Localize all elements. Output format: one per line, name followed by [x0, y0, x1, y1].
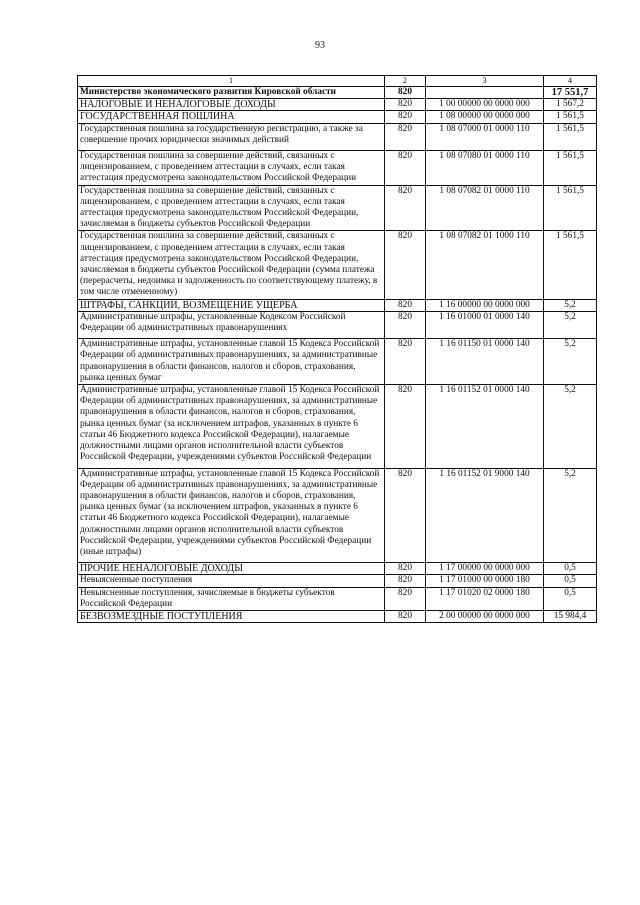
- row-name-cell: Административные штрафы, установленные главой 15 Кодекса Российской Федерации об административных правонарушениях, за административные правонарушения в области финансов, налогов и сборов, страхования, рынка ценных бумаг (за исключением штрафов, указанных в пункте 6 статьи 46 Бюджетного кодекса Российской Федерации), налагаемые должностными лицами органов исполнительной власти субъектов Российской Федерации, учреждениями субъектов Российской Федерации (иные штрафы): [78, 468, 385, 563]
- row-admin-code-cell: 820: [385, 339, 426, 385]
- row-amount-cell: 5,2: [544, 385, 597, 468]
- row-admin-code-cell: 820: [385, 99, 426, 111]
- row-name-cell: Государственная пошлина за совершение действий, связанных с лицензированием, с проведением аттестации в случаях, если такая аттестация предусмотрена законодательством Российской Федерации, зачисляемая в бюджеты субъектов Российской Федерации (сумма платежа (перерасчеты, недоимка и задолженность по соответствующему платежу, в том числе отмененному): [78, 231, 385, 299]
- row-admin-code-cell: 820: [385, 311, 426, 338]
- row-budget-code-cell: 1 16 01152 01 9000 140: [426, 468, 544, 563]
- column-header-row: [78, 76, 597, 87]
- row-budget-code-cell: 1 17 01020 02 0000 180: [426, 587, 544, 610]
- table-row: [78, 468, 597, 563]
- row-amount-cell: 15 984,4: [544, 610, 597, 622]
- row-name-cell: Административные штрафы, установленные Кодексом Российской Федерации об административных правонарушениях: [78, 311, 385, 338]
- row-admin-code-cell: 820: [385, 385, 426, 468]
- row-name-cell: ПРОЧИЕ НЕНАЛОГОВЫЕ ДОХОДЫ: [78, 563, 385, 575]
- table-row: [78, 385, 597, 468]
- row-budget-code-cell: 1 08 00000 00 0000 000: [426, 111, 544, 123]
- row-admin-code-cell: 820: [385, 587, 426, 610]
- row-admin-code-cell: 820: [385, 575, 426, 587]
- row-name-cell: ШТРАФЫ, САНКЦИИ, ВОЗМЕЩЕНИЕ УЩЕРБА: [78, 299, 385, 311]
- row-name-cell: Государственная пошлина за совершение действий, связанных с лицензированием, с проведением аттестации в случаях, если такая аттестация предусмотрена законодательством Российской Федерации, зачисляемая в бюджеты субъектов Российской Федерации: [78, 185, 385, 231]
- row-admin-code-cell: 820: [385, 299, 426, 311]
- row-name-cell: Государственная пошлина за государственную регистрацию, а также за совершение прочих юридически значимых действий: [78, 123, 385, 150]
- table-row: [78, 231, 597, 299]
- row-name-cell: БЕЗВОЗМЕЗДНЫЕ ПОСТУПЛЕНИЯ: [78, 610, 385, 622]
- row-budget-code-cell: 1 08 07000 01 0000 110: [426, 123, 544, 150]
- row-budget-code-cell: 1 08 07082 01 0000 110: [426, 185, 544, 231]
- table-row: [78, 563, 597, 575]
- column-header-1: 1: [78, 76, 385, 87]
- table-row: [78, 111, 597, 123]
- row-admin-code-cell: 820: [385, 563, 426, 575]
- row-name-cell: Невыясненные поступления: [78, 575, 385, 587]
- row-budget-code-cell: 1 16 01152 01 0000 140: [426, 385, 544, 468]
- table-row: [78, 87, 597, 99]
- table-row: [78, 99, 597, 111]
- table-row: [78, 123, 597, 150]
- row-amount-cell: 1 561,5: [544, 185, 597, 231]
- row-admin-code-cell: 820: [385, 151, 426, 186]
- row-amount-cell: 1 561,5: [544, 123, 597, 150]
- row-name-cell: НАЛОГОВЫЕ И НЕНАЛОГОВЫЕ ДОХОДЫ: [78, 99, 385, 111]
- row-budget-code-cell: 1 08 07080 01 0000 110: [426, 151, 544, 186]
- table-row: [78, 299, 597, 311]
- table-row: [78, 587, 597, 610]
- row-name-cell: Государственная пошлина за совершение действий, связанных с лицензированием, с проведением аттестации в случаях, если такая аттестация предусмотрена законодательством Российской Федерации: [78, 151, 385, 186]
- row-name-cell: Административные штрафы, установленные главой 15 Кодекса Российской Федерации об административных правонарушениях, за административные правонарушения в области финансов, налогов и сборов, страхования, рынка ценных бумаг: [78, 339, 385, 385]
- table-row: [78, 610, 597, 622]
- column-header-3: 3: [426, 76, 544, 87]
- table-row: [78, 575, 597, 587]
- row-amount-cell: 5,2: [544, 299, 597, 311]
- row-admin-code-cell: 820: [385, 610, 426, 622]
- row-budget-code-cell: 2 00 00000 00 0000 000: [426, 610, 544, 622]
- row-amount-cell: 1 567,2: [544, 99, 597, 111]
- row-amount-cell: 1 561,5: [544, 151, 597, 186]
- table-row: [78, 339, 597, 385]
- row-name-cell: Административные штрафы, установленные главой 15 Кодекса Российской Федерации об административных правонарушениях, за административные правонарушения в области финансов, налогов и сборов, страхования, рынка ценных бумаг (за исключением штрафов, указанных в пункте 6 статьи 46 Бюджетного кодекса Российской Федерации), налагаемые должностными лицами органов исполнительной власти субъектов Российской Федерации, учреждениями субъектов Российской Федерации: [78, 385, 385, 468]
- column-header-4: 4: [544, 76, 597, 87]
- row-budget-code-cell: 1 08 07082 01 1000 110: [426, 231, 544, 299]
- revenue-table-body: [78, 76, 597, 623]
- row-name-cell: ГОСУДАРСТВЕННАЯ ПОШЛИНА: [78, 111, 385, 123]
- row-amount-cell: 0,5: [544, 587, 597, 610]
- row-budget-code-cell: 1 16 01150 01 0000 140: [426, 339, 544, 385]
- row-admin-code-cell: 820: [385, 87, 426, 99]
- column-header-2: 2: [385, 76, 426, 87]
- revenue-table: [77, 75, 597, 623]
- row-amount-cell: 5,2: [544, 311, 597, 338]
- table-row: [78, 185, 597, 231]
- row-amount-cell: 5,2: [544, 339, 597, 385]
- row-budget-code-cell: 1 17 00000 00 0000 000: [426, 563, 544, 575]
- row-admin-code-cell: 820: [385, 111, 426, 123]
- row-admin-code-cell: 820: [385, 123, 426, 150]
- row-amount-cell: 17 551,7: [544, 87, 597, 99]
- page-number: 93: [315, 40, 325, 51]
- row-name-cell: Министерство экономического развития Кировской области: [78, 87, 385, 99]
- row-admin-code-cell: 820: [385, 185, 426, 231]
- row-admin-code-cell: 820: [385, 468, 426, 563]
- row-amount-cell: 0,5: [544, 563, 597, 575]
- table-row: [78, 311, 597, 338]
- table-row: [78, 151, 597, 186]
- row-admin-code-cell: 820: [385, 231, 426, 299]
- row-budget-code-cell: [426, 87, 544, 99]
- row-budget-code-cell: 1 16 00000 00 0000 000: [426, 299, 544, 311]
- row-budget-code-cell: 1 17 01000 00 0000 180: [426, 575, 544, 587]
- row-amount-cell: 5,2: [544, 468, 597, 563]
- row-amount-cell: 0,5: [544, 575, 597, 587]
- row-budget-code-cell: 1 16 01000 01 0000 140: [426, 311, 544, 338]
- row-amount-cell: 1 561,5: [544, 231, 597, 299]
- row-amount-cell: 1 561,5: [544, 111, 597, 123]
- row-name-cell: Невыясненные поступления, зачисляемые в бюджеты субъектов Российской Федерации: [78, 587, 385, 610]
- row-budget-code-cell: 1 00 00000 00 0000 000: [426, 99, 544, 111]
